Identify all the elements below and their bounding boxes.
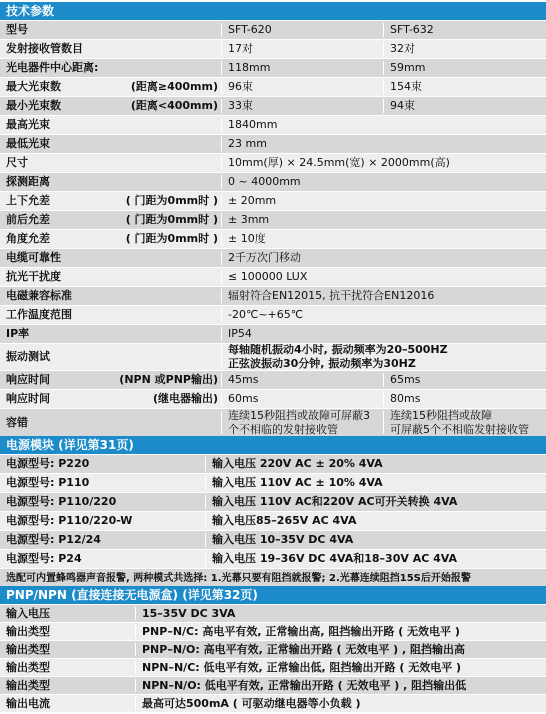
value-sft-620: IP54 (228, 327, 252, 341)
row-label: 角度允差 (6, 232, 50, 246)
value-sft-620: ≤ 100000 LUX (228, 270, 308, 284)
table-row (0, 230, 546, 248)
row-label: 响应时间 (6, 373, 50, 387)
value-sft-620: SFT-620 (228, 23, 272, 37)
value-sft-620: 10mm(厚) × 24.5mm(宽) × 2000mm(高) (228, 156, 450, 170)
column-divider (135, 679, 136, 692)
row-label: 最高光束 (6, 118, 50, 132)
power-model: 电源型号: P110/220-W (6, 514, 133, 528)
column-divider (221, 61, 222, 75)
column-divider (383, 23, 384, 37)
row-label: 电磁兼容标准 (6, 289, 72, 303)
section-title: PNP/NPN (直接连接无电源盒) (详见第32页) (6, 588, 258, 602)
column-divider (221, 213, 222, 227)
value-sft-632: 94束 (390, 99, 415, 113)
output-param-label: 输出类型 (6, 642, 50, 656)
table-row (0, 40, 546, 58)
value-sft-620: 23 mm (228, 137, 267, 151)
value-sft-632-line2: 可屏蔽5个不相临发射接收管 (390, 422, 529, 436)
output-param-label: 输出类型 (6, 660, 50, 674)
table-row (0, 287, 546, 305)
power-input-spec: 输入电压 220V AC ± 20% 4VA (212, 457, 383, 471)
table-row (0, 249, 546, 267)
row-label: 发射接收管数目 (6, 42, 83, 56)
column-divider (221, 118, 222, 132)
row-label: 工作温度范围 (6, 308, 72, 322)
row-condition: ( 门距为0mm时 ) (125, 194, 218, 208)
value-sft-620: 33束 (228, 99, 253, 113)
row-condition: (距离<400mm) (130, 99, 218, 113)
section-header-tech-params (0, 2, 546, 20)
table-row (0, 550, 546, 568)
column-divider (135, 697, 136, 710)
column-divider (221, 194, 222, 208)
table-row (0, 493, 546, 511)
row-label: 容错 (6, 415, 28, 429)
output-param-value: PNP–N/C: 高电平有效, 正常输出高, 阻挡输出开路 ( 无效电平 ) (142, 624, 460, 638)
column-divider (221, 99, 222, 113)
row-label: 最小光束数 (6, 99, 61, 113)
column-divider (221, 308, 222, 322)
row-label: 探测距离 (6, 175, 50, 189)
row-label: 振动测试 (6, 350, 50, 364)
table-row (0, 211, 546, 229)
output-param-label: 输出电流 (6, 696, 50, 710)
power-input-spec: 输入电压85–265V AC 4VA (212, 514, 357, 528)
column-divider (383, 61, 384, 75)
column-divider (383, 80, 384, 94)
value-sft-620: 118mm (228, 61, 271, 75)
row-label: 响应时间 (6, 392, 50, 406)
column-divider (221, 346, 222, 368)
row-label: 最低光束 (6, 137, 50, 151)
power-model: 电源型号: P110 (6, 476, 90, 490)
power-model: 电源型号: P110/220 (6, 495, 117, 509)
output-param-value: 最高可达500mA ( 可驱动继电器等小负载 ) (142, 696, 361, 710)
output-param-value: NPN–N/C: 低电平有效, 正常输出低, 阻挡输出开路 ( 无效电平 ) (142, 660, 462, 674)
value-sft-620: 1840mm (228, 118, 278, 132)
table-row (0, 116, 546, 134)
power-model: 电源型号: P24 (6, 552, 82, 566)
power-input-spec: 输入电压 10–35V DC 4VA (212, 533, 354, 547)
value-sft-620-line2: 个不相临的发射接收管 (228, 422, 338, 436)
value-sft-632: 连续15秒阻挡或故障 (390, 409, 492, 422)
value-sft-620: 连续15秒阻挡或故障可屏蔽3 (228, 409, 370, 422)
table-row (0, 623, 546, 640)
row-label: 上下允差 (6, 194, 50, 208)
output-param-label: 输出类型 (6, 624, 50, 638)
value-sft-620: 45ms (228, 373, 259, 387)
table-row (0, 135, 546, 153)
section-header-power-module (0, 436, 546, 454)
table-row (0, 97, 546, 115)
column-divider (221, 232, 222, 246)
column-divider (221, 327, 222, 341)
power-input-spec: 输入电压 110V AC和220V AC可开关转换 4VA (212, 495, 458, 509)
column-divider (383, 99, 384, 113)
table-row (0, 21, 546, 39)
row-condition: (距离≥400mm) (130, 80, 218, 94)
value-sft-632: SFT-632 (390, 23, 434, 37)
table-row (0, 325, 546, 343)
table-row (0, 371, 546, 389)
column-divider (221, 392, 222, 406)
value-sft-632: 80ms (390, 392, 421, 406)
table-row (0, 306, 546, 324)
value-sft-620: 2千万次门移动 (228, 251, 301, 265)
column-divider (205, 552, 206, 566)
value-sft-620: 60ms (228, 392, 259, 406)
value-sft-620: 17对 (228, 42, 253, 56)
column-divider (221, 137, 222, 151)
value-sft-620: -20℃~+65℃ (228, 308, 304, 322)
value-sft-620: ± 10度 (228, 232, 266, 246)
table-row (0, 531, 546, 549)
column-divider (383, 373, 384, 387)
column-divider (205, 533, 206, 547)
power-input-spec: 输入电压 19–36V DC 4VA和18–30V AC 4VA (212, 552, 458, 566)
table-row (0, 154, 546, 172)
table-row (0, 390, 546, 408)
value-sft-620: 0 ~ 4000mm (228, 175, 301, 189)
table-row (0, 695, 546, 712)
column-divider (135, 607, 136, 620)
value-sft-620: ± 20mm (228, 194, 277, 208)
power-model: 电源型号: P12/24 (6, 533, 101, 547)
note-text: 选配可内置蜂鸣器声音报警, 两种模式共选择: 1.光幕只要有阻挡就报警; 2.光幕连续阻挡15S后开始报警 (6, 572, 471, 584)
value-sft-632: 154束 (390, 80, 422, 94)
value-sft-620-line2: 正弦波振动30分钟, 振动频率为30HZ (228, 357, 416, 370)
table-row (0, 455, 546, 473)
row-label: 光电器件中心距离: (6, 61, 99, 75)
row-label: 最大光束数 (6, 80, 61, 94)
column-divider (221, 289, 222, 303)
column-divider (383, 392, 384, 406)
column-divider (221, 80, 222, 94)
row-label: IP率 (6, 327, 30, 341)
row-label: 抗光干扰度 (6, 270, 61, 284)
value-sft-632: 32对 (390, 42, 415, 56)
value-sft-620: 96束 (228, 80, 253, 94)
column-divider (221, 175, 222, 189)
value-sft-620: ± 3mm (228, 213, 270, 227)
table-row (0, 192, 546, 210)
column-divider (205, 457, 206, 471)
section-header-pnp-npn (0, 586, 546, 604)
table-row (0, 59, 546, 77)
row-label: 前后允差 (6, 213, 50, 227)
table-row (0, 677, 546, 694)
row-label: 尺寸 (6, 156, 28, 170)
row-label: 电缆可靠性 (6, 251, 61, 265)
column-divider (383, 42, 384, 56)
table-row (0, 344, 546, 370)
column-divider (135, 643, 136, 656)
table-row (0, 268, 546, 286)
power-model: 电源型号: P220 (6, 457, 90, 471)
value-sft-620: 每轴随机振动4小时, 振动频率为20–500HZ (228, 344, 448, 357)
output-param-label: 输出类型 (6, 678, 50, 692)
column-divider (221, 42, 222, 56)
value-sft-632: 65ms (390, 373, 421, 387)
output-param-value: NPN–N/O: 低电平有效, 正常输出开路 ( 无效电平 ) , 阻挡输出低 (142, 678, 467, 692)
table-row (0, 605, 546, 622)
column-divider (135, 625, 136, 638)
output-param-value: PNP–N/O: 高电平有效, 正常输出开路 ( 无效电平 ) , 阻挡输出高 (142, 642, 466, 656)
row-condition: (继电器输出) (152, 392, 218, 406)
table-row (0, 474, 546, 492)
row-condition: ( 门距为0mm时 ) (125, 213, 218, 227)
column-divider (221, 270, 222, 284)
row-condition: (NPN 或PNP输出) (119, 373, 218, 387)
column-divider (221, 156, 222, 170)
power-input-spec: 输入电压 110V AC ± 10% 4VA (212, 476, 383, 490)
column-divider (135, 661, 136, 674)
value-sft-620: 辐射符合EN12015, 抗干扰符合EN12016 (228, 289, 435, 303)
output-param-label: 输入电压 (6, 606, 50, 620)
table-row (0, 78, 546, 96)
row-label: 型号 (6, 23, 28, 37)
column-divider (205, 495, 206, 509)
table-row (0, 173, 546, 191)
table-row (0, 409, 546, 436)
column-divider (205, 476, 206, 490)
value-sft-632: 59mm (390, 61, 426, 75)
row-condition: ( 门距为0mm时 ) (125, 232, 218, 246)
column-divider (205, 514, 206, 528)
table-row (0, 641, 546, 658)
column-divider (221, 23, 222, 37)
column-divider (383, 411, 384, 434)
section-title: 电源模块 (详见第31页) (6, 438, 134, 452)
output-param-value: 15–35V DC 3VA (142, 606, 236, 620)
column-divider (221, 251, 222, 265)
column-divider (221, 373, 222, 387)
section-title: 技术参数 (6, 4, 55, 18)
table-row (0, 512, 546, 530)
column-divider (221, 411, 222, 434)
table-row (0, 659, 546, 676)
